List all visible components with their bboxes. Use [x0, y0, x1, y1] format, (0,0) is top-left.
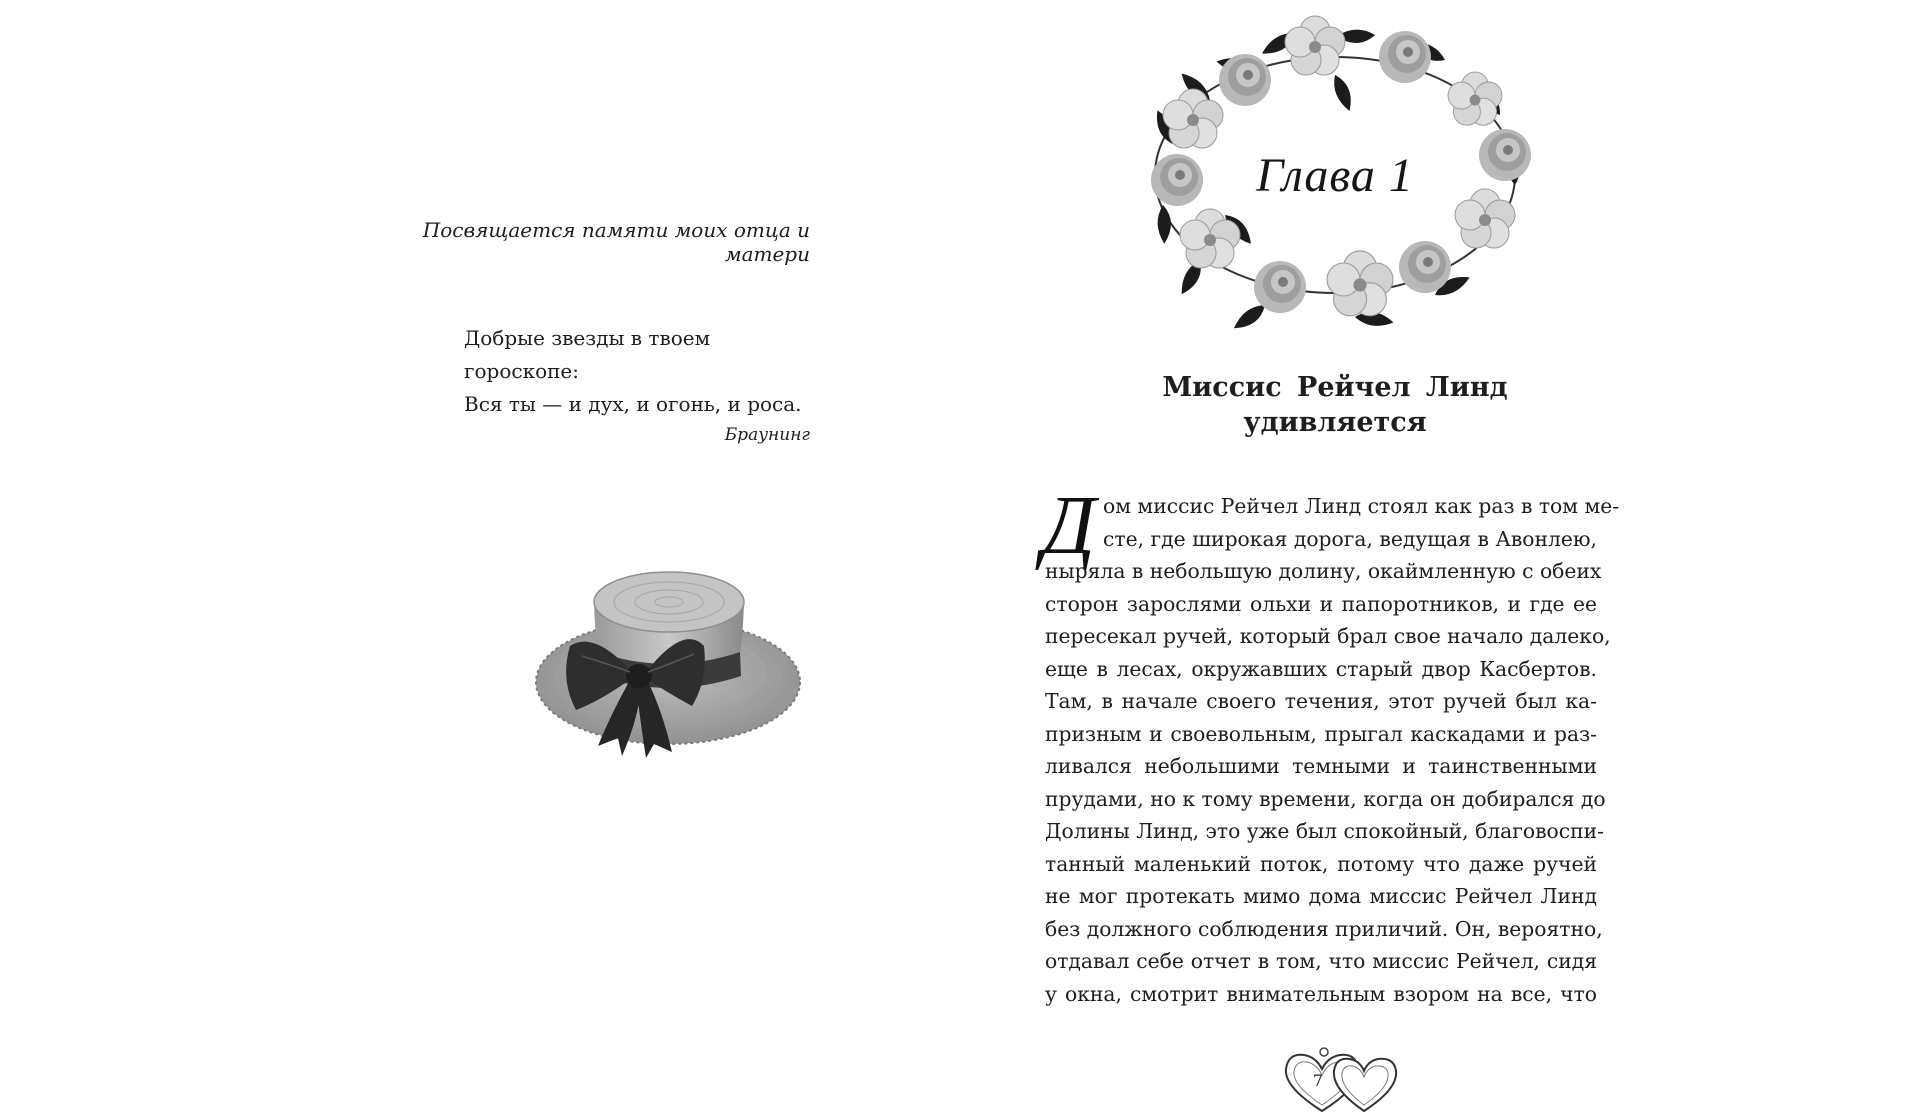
- chapter-body-text: [1045, 490, 1620, 1010]
- epigraph: [464, 322, 810, 449]
- text-line: пересекал ручей, который брал свое начало далеко,: [1045, 624, 1611, 648]
- chapter-title-line: Миссис Рейчел Линд: [1162, 372, 1508, 403]
- page-number: 7: [1312, 1071, 1324, 1090]
- epigraph-author: Браунинг: [724, 425, 810, 445]
- epigraph-line: Добрые звезды в твоем гороскопе:: [464, 326, 711, 383]
- chapter-label: Глава 1: [1256, 149, 1414, 202]
- text-line: Долины Линд, это уже был спокойный, благовоспи-: [1045, 819, 1604, 843]
- epigraph-line: Вся ты — и дух, и огонь, и роса.: [464, 392, 802, 416]
- text-line: прудами, но к тому времени, когда он добирался до: [1045, 786, 1606, 811]
- text-line: призным и своевольным, прыгал каскадами и раз-: [1045, 721, 1597, 746]
- chapter-title: [1100, 370, 1570, 440]
- text-line: отдавал себе отчет в том, что миссис Рейчел, сидя: [1045, 949, 1597, 973]
- text-line: сторон зарослями ольхи и папоротников, и где ее: [1045, 591, 1597, 616]
- straw-hat-icon: [532, 560, 804, 770]
- text-line: ом миссис Рейчел Линд стоял как раз в том ме-: [1103, 494, 1620, 518]
- text-line: Там, в начале своего течения, этот ручей был ка-: [1045, 689, 1597, 713]
- text-line: танный маленький поток, потому что даже ручей: [1045, 851, 1597, 876]
- double-heart-locket-icon: [1282, 1043, 1402, 1115]
- text-line: сте, где широкая дорога, ведущая в Авонлею,: [1103, 526, 1597, 551]
- drop-cap: Д: [1042, 479, 1096, 572]
- text-line: у окна, смотрит внимательным взором на все, что: [1045, 981, 1597, 1006]
- text-line: не мог протекать мимо дома миссис Рейчел Линд: [1045, 884, 1597, 908]
- text-line: ныряла в небольшую долину, окаймленную с обеих: [1045, 559, 1602, 583]
- text-line: еще в лесах, окружавших старый двор Касбертов.: [1045, 656, 1597, 681]
- text-line: ливался небольшими темными и таинственными: [1045, 754, 1597, 778]
- chapter-title-line: удивляется: [1243, 407, 1427, 438]
- dedication: Посвящается памяти моих отца и матери: [422, 218, 810, 266]
- text-line: без должного соблюдения приличий. Он, вероятно,: [1045, 916, 1603, 941]
